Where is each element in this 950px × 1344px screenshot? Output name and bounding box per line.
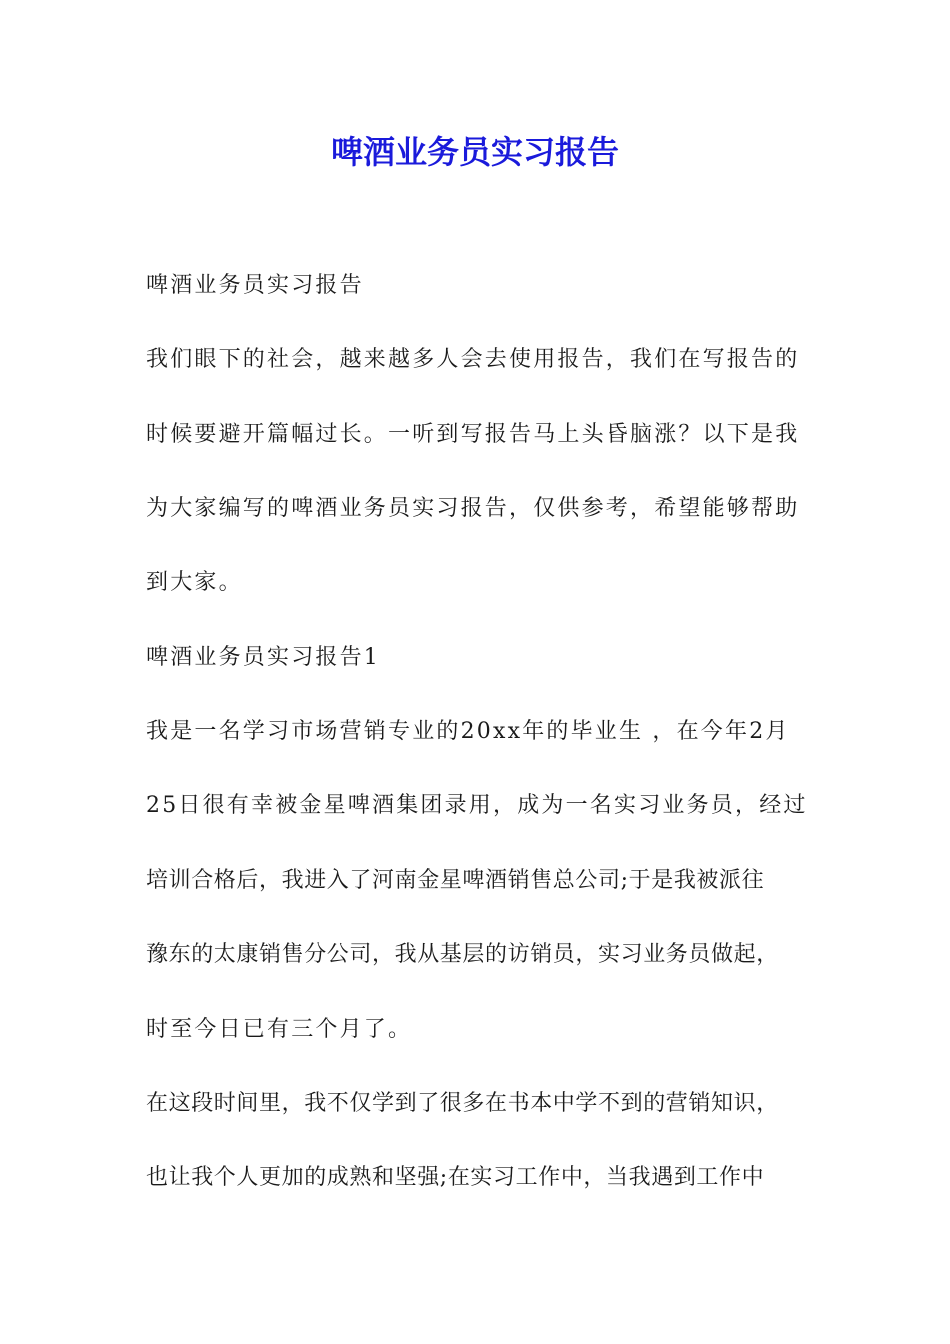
- paragraph-line: 我是一名学习市场营销专业的20xx年的毕业生 ，在今年2月: [146, 719, 790, 744]
- section-heading: 啤酒业务员实习报告1: [146, 645, 380, 670]
- paragraph-line: 为大家编写的啤酒业务员实习报告，仅供参考，希望能够帮助: [146, 496, 800, 521]
- paragraph-line: 我们眼下的社会，越来越多人会去使用报告，我们在写报告的: [146, 347, 800, 372]
- document-title: 啤酒业务员实习报告: [330, 133, 619, 171]
- paragraph-line: 培训合格后，我进入了河南金星啤酒销售总公司;于是我被派往: [146, 868, 765, 893]
- paragraph-line: 25日很有幸被金星啤酒集团录用，成为一名实习业务员，经过: [146, 793, 808, 818]
- paragraph-line: 在这段时间里，我不仅学到了很多在书本中学不到的营销知识，: [146, 1091, 779, 1116]
- paragraph-line: 到大家。: [146, 570, 243, 595]
- paragraph-line: 时至今日已有三个月了。: [146, 1017, 413, 1042]
- paragraph-line: 豫东的太康销售分公司，我从基层的访销员，实习业务员做起，: [146, 942, 779, 967]
- paragraph-line: 也让我个人更加的成熟和坚强;在实习工作中，当我遇到工作中: [146, 1165, 765, 1190]
- section-heading: 啤酒业务员实习报告: [146, 273, 364, 298]
- paragraph-line: 时候要避开篇幅过长。一听到写报告马上头昏脑涨？以下是我: [146, 422, 800, 447]
